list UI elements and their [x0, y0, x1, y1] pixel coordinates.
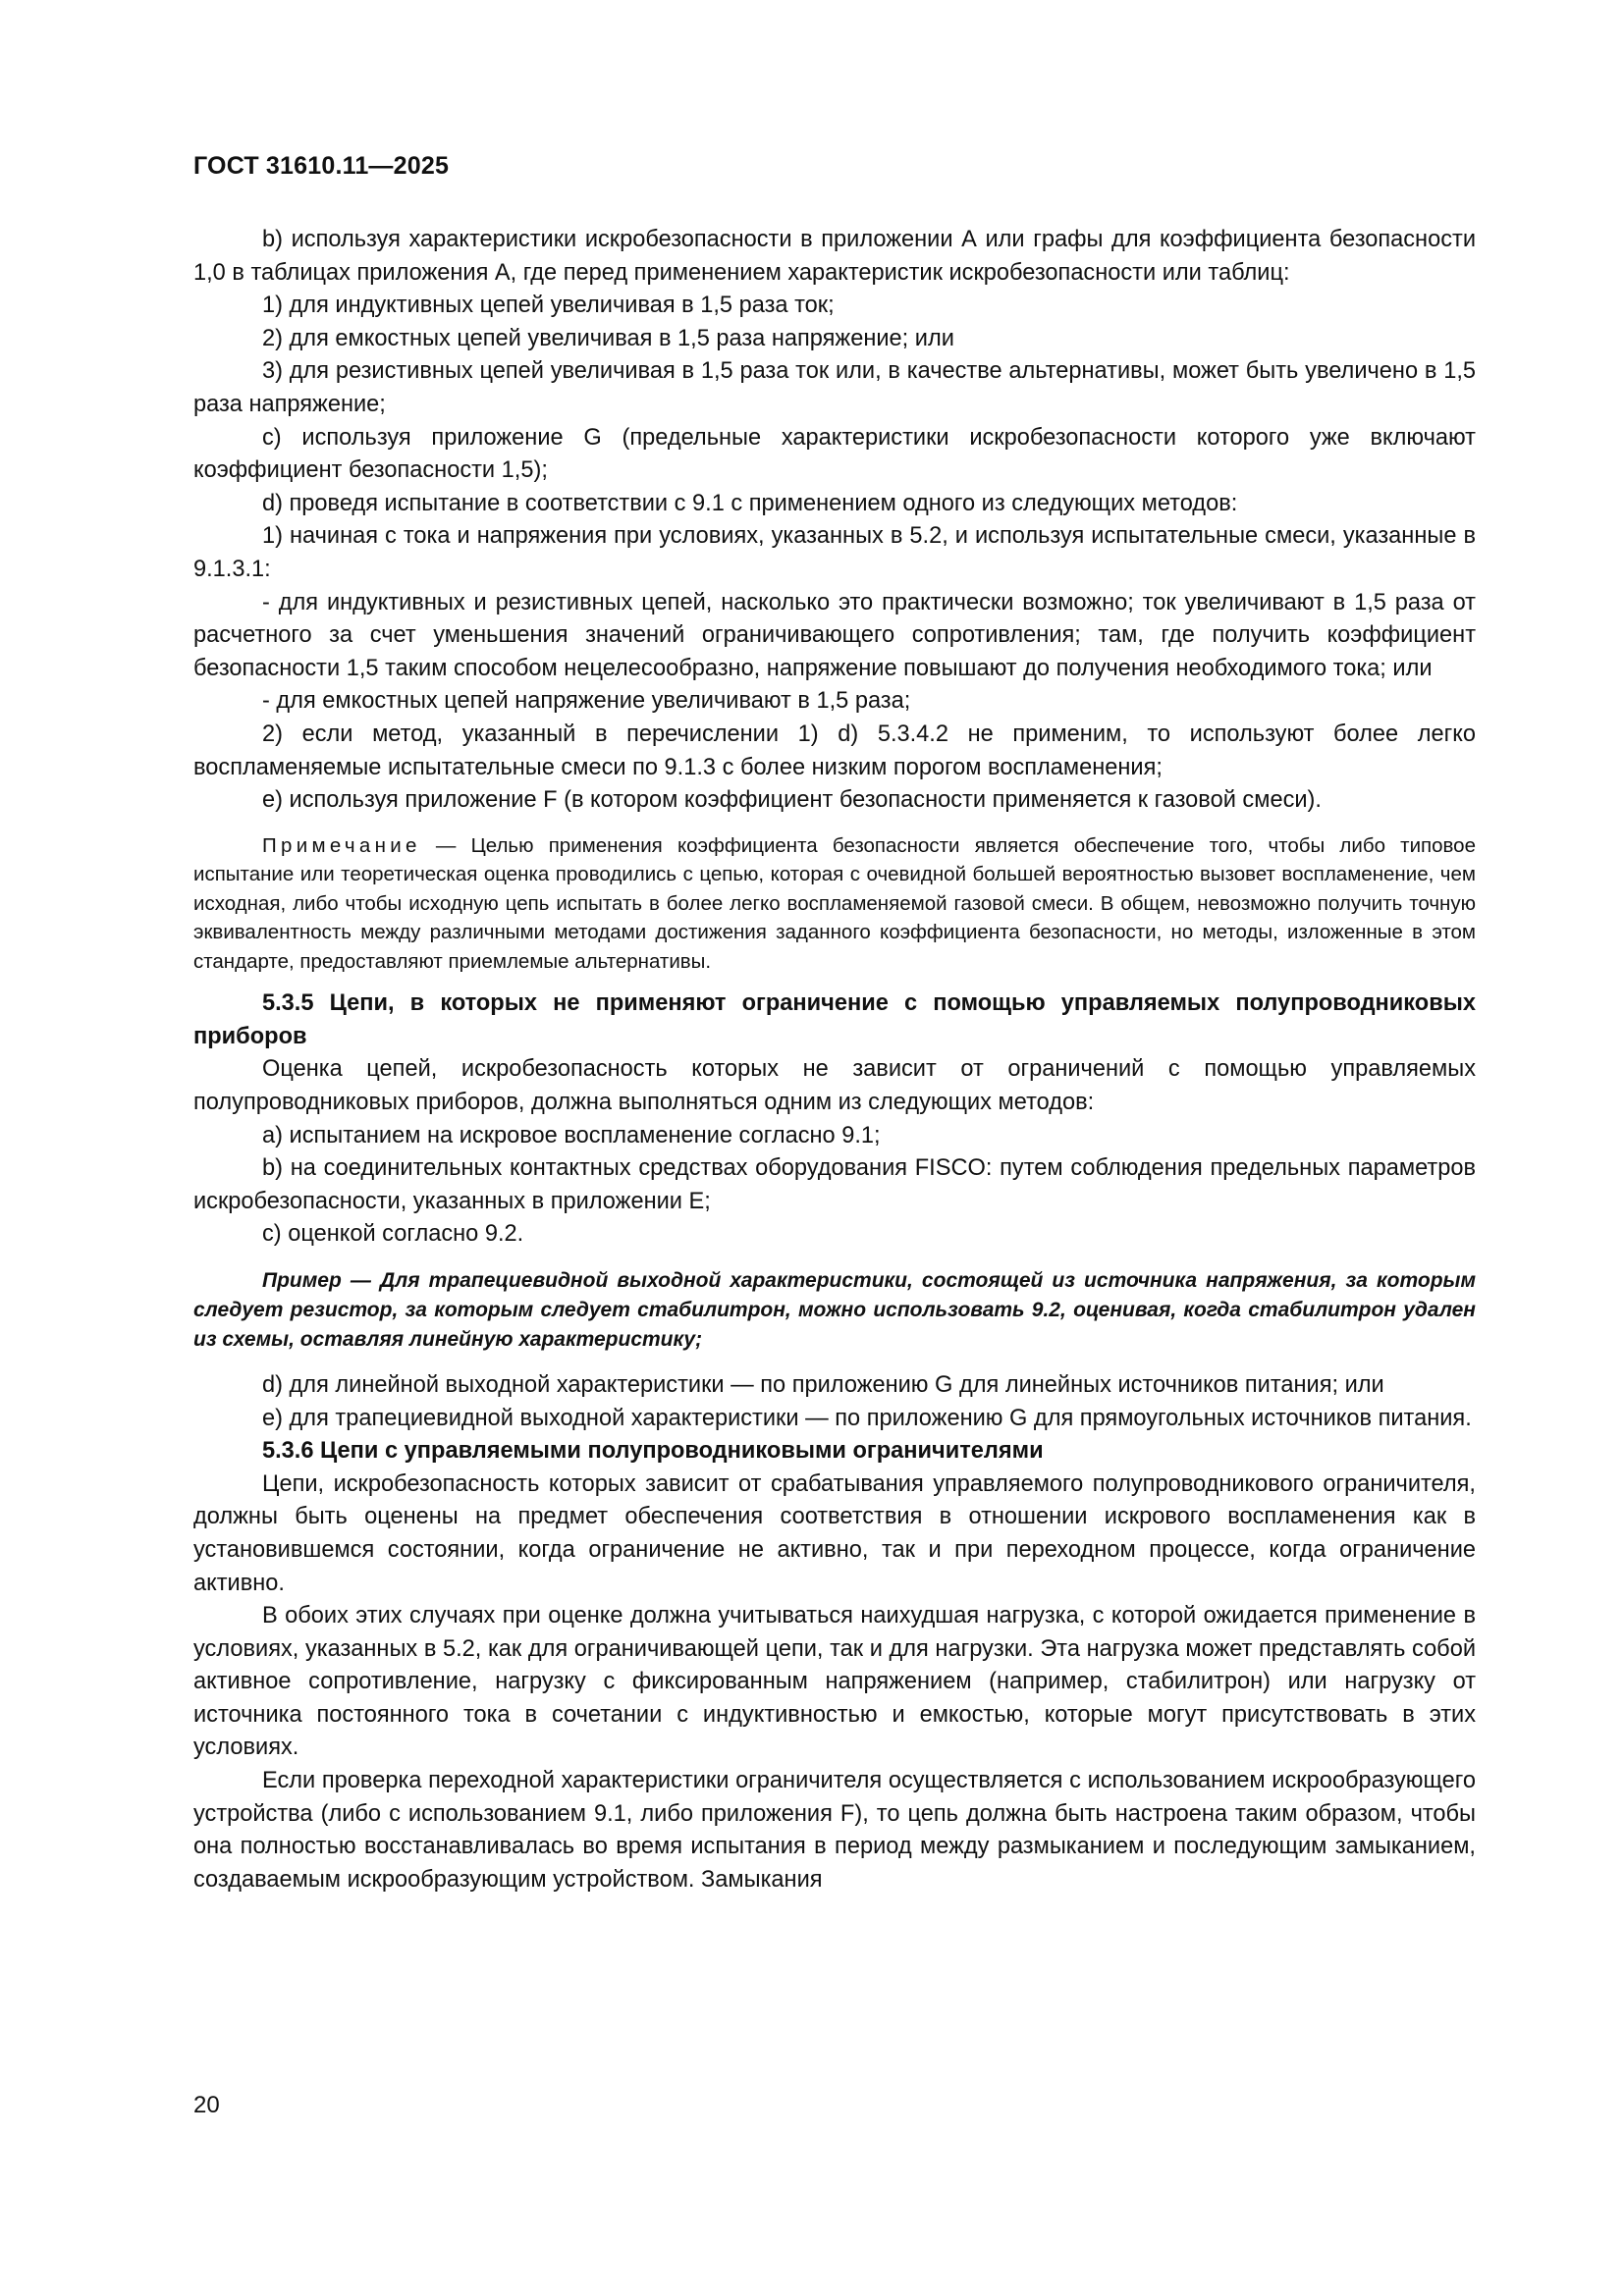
paragraph-method-c: c) оценкой согласно 9.2. — [262, 1221, 524, 1248]
document-body — [193, 224, 1476, 1896]
paragraph-list-item-b: b) используя характеристики искробезопасности в приложении А или графы для коэффициента безопасности 1,0 в таблицах приложения А, где перед применением характеристик искробезопасности или таблиц: — [193, 227, 1476, 286]
section-heading-5-3-5: 5.3.5 Цепи, в которых не применяют ограничение с помощью управляемых полупроводниковых приборов — [193, 990, 1476, 1049]
example-paragraph: Пример — Для трапециевидной выходной характеристики, состоящей из источника напряжения, за которым следует резистор, за которым следует стабилитрон, можно использовать 9.2, оценивая, когда стабилитрон удален из схемы, оставляя линейную характеристику; — [193, 1268, 1476, 1351]
paragraph-list-item-d: d) проведя испытание в соответствии с 9.1 с применением одного из следующих методов: — [262, 490, 1238, 516]
paragraph-method-e: e) для трапециевидной выходной характеристики — по приложению G для прямоугольных источников питания. — [262, 1405, 1472, 1431]
paragraph-method-d: d) для линейной выходной характеристики — по приложению G для линейных источников питания; или — [262, 1371, 1384, 1398]
paragraph-assessment-methods: Оценка цепей, искробезопасность которых не зависит от ограничений с помощью управляемых полупроводниковых приборов, должна выполняться одним из следующих методов: — [193, 1056, 1476, 1115]
paragraph-limiter-circuits: Цепи, искробезопасность которых зависит от срабатывания управляемого полупроводникового ограничителя, должны быть оценены на предмет обеспечения соответствия в отношении искрового воспламенения как в установившемся состоянии, когда ограничение не активно, так и при переходном процессе, когда ограничение активно. — [193, 1470, 1476, 1596]
section-heading-5-3-6: 5.3.6 Цепи с управляемыми полупроводниковыми ограничителями — [262, 1438, 1044, 1465]
paragraph-transient-check: Если проверка переходной характеристики ограничителя осуществляется с использованием искрообразующего устройства (либо с использованием 9.1, либо приложения F), то цепь должна быть настроена таким образом, чтобы она полностью восстанавливалась во время испытания в период между размыканием и последующим замыканием, создаваемым искрообразующим устройством. Замыкания — [193, 1768, 1476, 1893]
note-text: — Целью применения коэффициента безопасности является обеспечение того, чтобы либо типовое испытание или теоретическая оценка проводились с цепью, которая с очевидной большей вероятностью вызовет воспламенение, чем исходная, либо чтобы исходную цепь испытать в более легко воспламеняемой газовой смеси. В общем, невозможно получить точную эквивалентность между различными методами достижения заданного коэффициента безопасности, но методы, изложенные в этом стандарте, предоставляют приемлемые альтернативы. — [193, 833, 1476, 973]
paragraph-sub-item-2: 2) для емкостных цепей увеличивая в 1,5 раза напряжение; или — [262, 325, 954, 351]
paragraph-sub-item-3: 3) для резистивных цепей увеличивая в 1,5 раза ток или, в качестве альтернативы, может быть увеличено в 1,5 раза напряжение; — [193, 358, 1476, 417]
paragraph-method-a: a) испытанием на искровое воспламенение согласно 9.1; — [262, 1122, 881, 1148]
paragraph-worst-load: В обоих этих случаях при оценке должна учитываться наихудшая нагрузка, с которой ожидается применение в условиях, указанных в 5.2, как для ограничивающей цепи, так и для нагрузки. Эта нагрузка может представлять собой активное сопротивление, нагрузку с фиксированным напряжением (например, стабилитрон) или нагрузку от источника постоянного тока в сочетании с индуктивностью и емкостью, которые могут присутствовать в этих условиях. — [193, 1603, 1476, 1761]
paragraph-method-2: 2) если метод, указанный в перечислении 1) d) 5.3.4.2 не применим, то используют более легко воспламеняемые испытательные смеси по 9.1.3 с более низким порогом воспламенения; — [193, 721, 1476, 780]
paragraph-method-b: b) на соединительных контактных средствах оборудования FISCO: путем соблюдения предельных параметров искробезопасности, указанных в приложении Е; — [193, 1155, 1476, 1214]
paragraph-dash-inductive: - для индуктивных и резистивных цепей, насколько это практически возможно; ток увеличивают в 1,5 раза от расчетного за счет уменьшения значений ограничивающего сопротивления; там, где получить коэффициент безопасности 1,5 таким способом нецелесообразно, напряжение повышают до получения необходимого тока; или — [193, 589, 1476, 681]
paragraph-dash-capacitive: - для емкостных цепей напряжение увеличивают в 1,5 раза; — [262, 688, 911, 715]
paragraph-method-1: 1) начиная с тока и напряжения при условиях, указанных в 5.2, и используя испытательные смеси, указанные в 9.1.3.1: — [193, 523, 1476, 582]
paragraph-list-item-e: e) используя приложение F (в котором коэффициент безопасности применяется к газовой смеси). — [262, 787, 1322, 814]
paragraph-list-item-c: c) используя приложение G (предельные характеристики искробезопасности которого уже включают коэффициент безопасности 1,5); — [193, 424, 1476, 484]
document-number-header: ГОСТ 31610.11—2025 — [193, 152, 450, 180]
paragraph-sub-item-1: 1) для индуктивных цепей увеличивая в 1,5 раза ток; — [262, 293, 835, 319]
note-label: Примечание — [262, 833, 421, 857]
note-paragraph — [193, 831, 1476, 977]
page-number: 20 — [193, 2092, 220, 2118]
